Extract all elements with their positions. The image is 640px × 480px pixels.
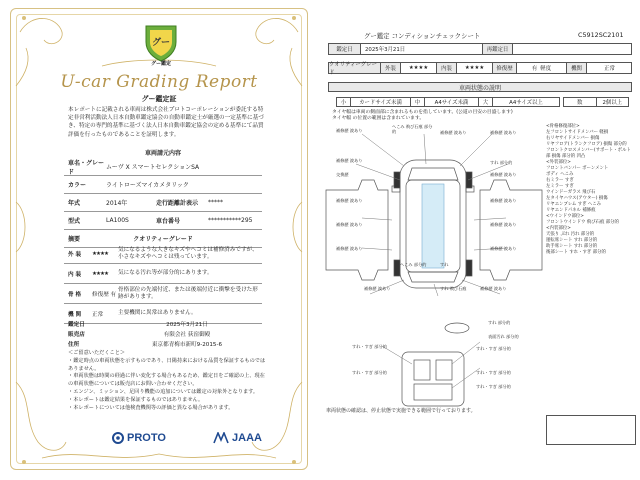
- grade-label: 内 装: [68, 271, 82, 278]
- damage-label: 補修歴 波あり: [336, 198, 363, 203]
- count-box: [563, 97, 629, 107]
- note-item: 右ミラー すぎ: [546, 178, 574, 183]
- grade-text: 気になる汚れ等が部分的にあります。: [118, 270, 213, 276]
- grade-row-exterior: [64, 244, 262, 264]
- scale-medium-desc: A4サイズ未満: [425, 98, 479, 106]
- damage-label: すれ 部分的: [488, 320, 511, 325]
- sheet-code: C5912SC2101: [578, 31, 624, 39]
- note-line: ＜ご留意いただくこと＞: [68, 350, 126, 356]
- row-model: [64, 212, 262, 230]
- note-item: 左フロントサイドメンバー 軽損: [546, 130, 609, 135]
- damage-label: 補修歴 波あり: [490, 198, 517, 203]
- vehicle-condition-title: 車両状態の説明: [328, 82, 632, 92]
- grade-text: 骨格部位の先端付近、または後端付近に衝撃を受けた形跡があります。: [118, 286, 258, 300]
- proto-logo-text: PROTO: [127, 432, 166, 444]
- color-label: カラー: [68, 182, 87, 189]
- row-color: [64, 176, 262, 194]
- note-item: 運転席シート すれ 部分的: [546, 238, 598, 243]
- damage-label: へこみ 飛び石痕 部分的: [392, 124, 433, 135]
- inspection-date-value: 2025年3月21日: [166, 322, 208, 328]
- exterior-label: 外装: [381, 63, 401, 73]
- chassis-value: ***********295: [208, 217, 253, 224]
- damage-label: へこみ 部分的: [400, 262, 427, 267]
- grade-stars: ★★★★: [92, 270, 109, 277]
- note-item: 左タイヤハウス(アウター) 損傷: [546, 196, 608, 201]
- exterior-stars: ★★★★: [401, 63, 437, 73]
- engine-value: 正常: [604, 66, 615, 72]
- note-item: 後部シート すれ・すぎ 部分的: [546, 250, 606, 255]
- certificate-title: U-car Grading Report: [60, 72, 258, 92]
- note-item: <内装部位>: [546, 226, 571, 231]
- grade-stars: 修復歴 有: [92, 291, 117, 298]
- count-value: 2個以上: [596, 98, 629, 106]
- scale-large: 大: [479, 98, 493, 106]
- note-item: 助手席シート すれ 部分的: [546, 244, 598, 249]
- note-item: 左ミラー すぎ: [546, 184, 574, 189]
- note-line: ・鑑定時点の車両状態を示すものであり、日陽持来における品質を保証するものではありません。: [68, 357, 266, 372]
- quality-grade-title: クオリティーグレード: [133, 236, 193, 243]
- jaaa-logo: [213, 432, 262, 444]
- grade-row-interior: [64, 264, 262, 284]
- reinspect-label: 再鑑定日: [483, 44, 513, 54]
- damage-label: 補修歴 波あり: [440, 130, 467, 135]
- count-label: 数: [577, 100, 583, 106]
- scale-small-desc: カードサイズ未満: [351, 98, 411, 106]
- sheet-quality-row: [328, 62, 632, 74]
- remarks-label: 摘要: [68, 236, 81, 243]
- note-line: ・エンジン、ミッション、足回り機能の追加については鑑定の対象外となります。: [68, 388, 259, 395]
- dealer-label: 販売店: [68, 332, 85, 338]
- address-value: 東京都青梅市新町9-2015-6: [151, 342, 223, 348]
- note-item: <ウインドウ部位>: [546, 214, 584, 219]
- mileage-label: 走行距離計表示: [156, 200, 199, 207]
- note-item: ウインドーガラス 飛び石: [546, 190, 596, 195]
- year-label: 年式: [68, 200, 81, 207]
- footer-logos: [112, 428, 262, 448]
- car-name-value: ムーヴ X スマートセレクションSA: [106, 164, 200, 171]
- note-item: フロントバンパー ボーンメント: [546, 166, 609, 171]
- year-value: 2014年: [106, 200, 128, 207]
- scale-medium: 中: [411, 98, 425, 106]
- jaaa-logo-text: JAAA: [232, 432, 262, 444]
- damage-label: 補修歴 波あり: [336, 222, 363, 227]
- dealer-value: 有限会社 荻窪御殿: [163, 332, 211, 338]
- proto-logo: [112, 432, 166, 444]
- model-label: 型式: [68, 218, 81, 225]
- certificate-subtitle: グー鑑定証: [141, 95, 177, 103]
- car-name-label: 車名・グレード: [68, 159, 105, 176]
- grade-text: 主要機関に異常はありません。: [118, 310, 197, 316]
- repair-label: 修復歴: [493, 63, 517, 73]
- sheet-footer-note: 車両状態の確認は、停止状態で実施できる範囲で行っております。: [326, 408, 476, 414]
- damage-label: すれ 部分的: [490, 160, 513, 165]
- damage-label: すれ・すぎ 部分的: [476, 346, 511, 351]
- repair-value-mild: 軽度: [540, 66, 552, 72]
- damage-label: すれ・すぎ 部分的: [352, 344, 387, 349]
- jaaa-mark-icon: [213, 432, 229, 444]
- damage-label: 補修歴 波あり: [336, 128, 363, 133]
- note-line: ・本レポートについては他検査機関等の評価と異なる場合があります。: [68, 404, 234, 411]
- proto-mark-icon: [112, 432, 124, 444]
- damage-label: すれ・すぎ 部分的: [352, 370, 387, 375]
- note-line: ・本レポートは鑑定結果を保証するものではありません。: [68, 396, 204, 403]
- date-value: 2025年3月21日: [361, 44, 483, 54]
- note-item: リヤフロア(トランクフロア) 損傷 部分的: [546, 142, 627, 147]
- certificate-notes: [68, 350, 268, 412]
- grade-label: 骨 格: [68, 291, 82, 298]
- interior-label: 内装: [437, 63, 457, 73]
- sheet-title: グー鑑定 コンディションチェックシート: [364, 32, 481, 40]
- dealer: [68, 330, 262, 338]
- damage-label: 補修歴 波あり: [490, 130, 517, 135]
- address-label: 住所: [68, 342, 80, 348]
- damage-label: 表面汚れ 部分的: [488, 334, 519, 339]
- grade-row-frame: [64, 284, 262, 304]
- color-value: ライトローズマイカメタリック: [106, 182, 189, 189]
- grade-text: 気になるような大きなキズやへコミは補修済みですが、小さなキズやへコミは残っています。: [118, 246, 258, 260]
- note-item: フロントクロスメンバー(サポート・ボルト部 損傷 部分的 凹凸: [546, 148, 631, 159]
- note-item: <骨格修復部位>: [546, 124, 580, 129]
- inspection-date-label: 鑑定日: [68, 322, 85, 328]
- row-car-name: [64, 158, 262, 176]
- damage-label: すれ・すぎ 部分的: [476, 384, 511, 389]
- vehicle-info-title: 車両請元内容: [144, 150, 181, 157]
- note-item: <外装部位>: [546, 160, 571, 165]
- interior-stars: ★★★★: [457, 63, 493, 73]
- condition-notes: [546, 124, 634, 256]
- damage-label: すれ: [440, 262, 449, 267]
- quality-grade-table: [64, 244, 262, 324]
- grade-stars: ★★★★: [92, 250, 109, 257]
- damage-label: 補修歴 波あり: [490, 222, 517, 227]
- scale-small: 小: [337, 98, 351, 106]
- repair-value-yes: 有: [531, 66, 538, 72]
- legend-line-2: タイヤ幅 の位置の範囲は含まれています。: [332, 116, 425, 121]
- damage-label: 補修歴 波あり: [490, 172, 517, 177]
- damage-label: 補修歴 波あり: [480, 286, 507, 291]
- sheet-date-row: [328, 43, 632, 55]
- note-item: リヤエンブレム すぎ へこみ: [546, 202, 602, 207]
- grade-label: 機 関: [68, 311, 82, 318]
- note-item: 右リヤサイドメンバー 損傷: [546, 136, 600, 141]
- note-item: ボディ へこみ: [546, 172, 574, 177]
- mileage-value: *****: [208, 199, 223, 206]
- svg-text:グー: グー: [151, 38, 171, 48]
- sheet-footer-box: [546, 415, 636, 445]
- shield-caption: グー鑑定: [150, 61, 171, 67]
- damage-label: 交換歴: [336, 172, 349, 177]
- damage-label: 補修歴 波あり: [364, 286, 391, 291]
- quality-label: クオリティーグレード: [329, 63, 381, 73]
- engine-label: 機関: [567, 63, 587, 73]
- model-value: LA100S: [106, 217, 129, 224]
- grade-stars: 正常: [92, 311, 104, 318]
- grading-certificate: [2, 2, 316, 476]
- inspection-date: [68, 320, 262, 328]
- damage-label: 補修歴 波あり: [336, 246, 363, 251]
- note-item: 天張り ぶれ 汚れ 部分的: [546, 232, 595, 237]
- damage-label: すれ・すぎ 部分的: [476, 370, 511, 375]
- damage-label: 補修歴 波あり: [336, 158, 363, 163]
- repair-values: [517, 63, 567, 73]
- scale-large-desc: A4サイズ以上: [509, 100, 543, 106]
- size-scale: [336, 97, 560, 107]
- damage-label: 補修歴 波あり: [490, 246, 517, 251]
- chassis-label: 車台番号: [156, 218, 181, 225]
- legend-line-1: タイヤ幅は車両の側面部に含まれるものを指しています。(公道の目安の目盛します): [332, 110, 513, 115]
- goo-shield-logo: [142, 22, 180, 62]
- damage-label: すれ 飛び石痕: [440, 286, 467, 291]
- note-item: リヤエンドパネル 補修痕: [546, 208, 596, 213]
- reinspect-value: [513, 44, 632, 54]
- note-item: フロントウインドウ 飛び石痕 部分的: [546, 220, 619, 225]
- note-line: ・車両状態は時間の経過に伴い変化する場合もあるため、鑑定日をご確認の上、現在の車両状態については販売店にお問い合わせください。: [68, 373, 265, 388]
- address: [68, 340, 262, 348]
- grade-label: 外 装: [68, 251, 82, 258]
- date-label: 鑑定日: [329, 44, 361, 54]
- certificate-intro: 本レポートに記載される車両は株式会社プロトコーポレーションが委託する特定非営利活動法人日本自動車鑑定協会の自動車鑑定士が厳選の一定基準に基づき、特定の専門的基準に基づく法人日本自動車鑑定協会の定める基準にて品質評価を行ったものであることを証明します。: [68, 107, 264, 138]
- row-year: [64, 194, 262, 212]
